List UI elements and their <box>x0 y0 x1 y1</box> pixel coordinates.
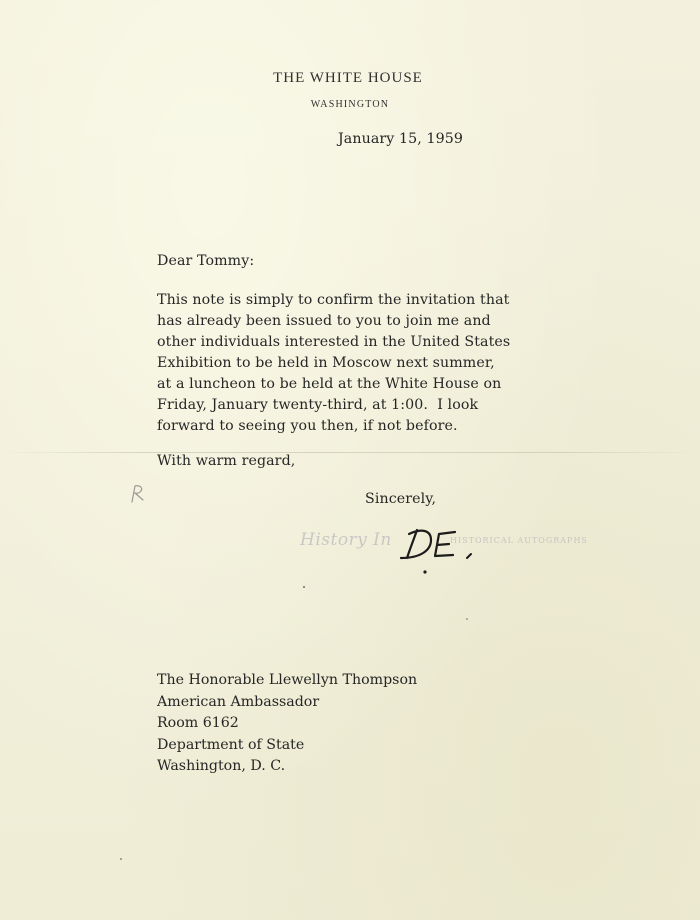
body-line: Friday, January twenty-third, at 1:00. I look <box>157 397 479 413</box>
body-line: forward to seeing you then, if not before. <box>157 418 458 434</box>
paper-speck <box>120 858 122 860</box>
body-line: at a luncheon to be held at the White House on <box>157 376 502 392</box>
body-line: Exhibition to be held in Moscow next summer, <box>157 355 495 371</box>
address-line: Room 6162 <box>157 715 239 731</box>
watermark-left-text: History In <box>300 530 392 550</box>
letter-date: January 15, 1959 <box>338 131 463 147</box>
letter-valediction: Sincerely, <box>365 491 437 507</box>
letterhead-title: THE WHITE HOUSE <box>273 70 423 86</box>
letter-closing: With warm regard, <box>157 453 296 469</box>
paper-speck <box>303 586 305 588</box>
recipient-address <box>157 670 417 778</box>
body-line: This note is simply to confirm the invitation that <box>157 292 510 308</box>
watermark-right-text: HISTORICAL AUTOGRAPHS <box>450 536 588 545</box>
signature-initials-de <box>395 518 485 578</box>
address-line: American Ambassador <box>157 693 320 710</box>
paper-speck <box>466 618 468 620</box>
letter-body <box>157 290 510 437</box>
body-line: has already been issued to you to join me and <box>157 313 491 329</box>
pencil-r-mark-icon <box>126 480 156 510</box>
letter-salutation: Dear Tommy: <box>157 253 255 269</box>
address-line: Department of State <box>157 736 305 753</box>
body-line: other individuals interested in the United States <box>157 334 511 350</box>
letterhead-city: WASHINGTON <box>310 99 390 110</box>
address-line: The Honorable Llewellyn Thompson <box>157 672 418 688</box>
address-line: Washington, D. C. <box>157 758 286 774</box>
paper-fold-line <box>0 452 700 453</box>
